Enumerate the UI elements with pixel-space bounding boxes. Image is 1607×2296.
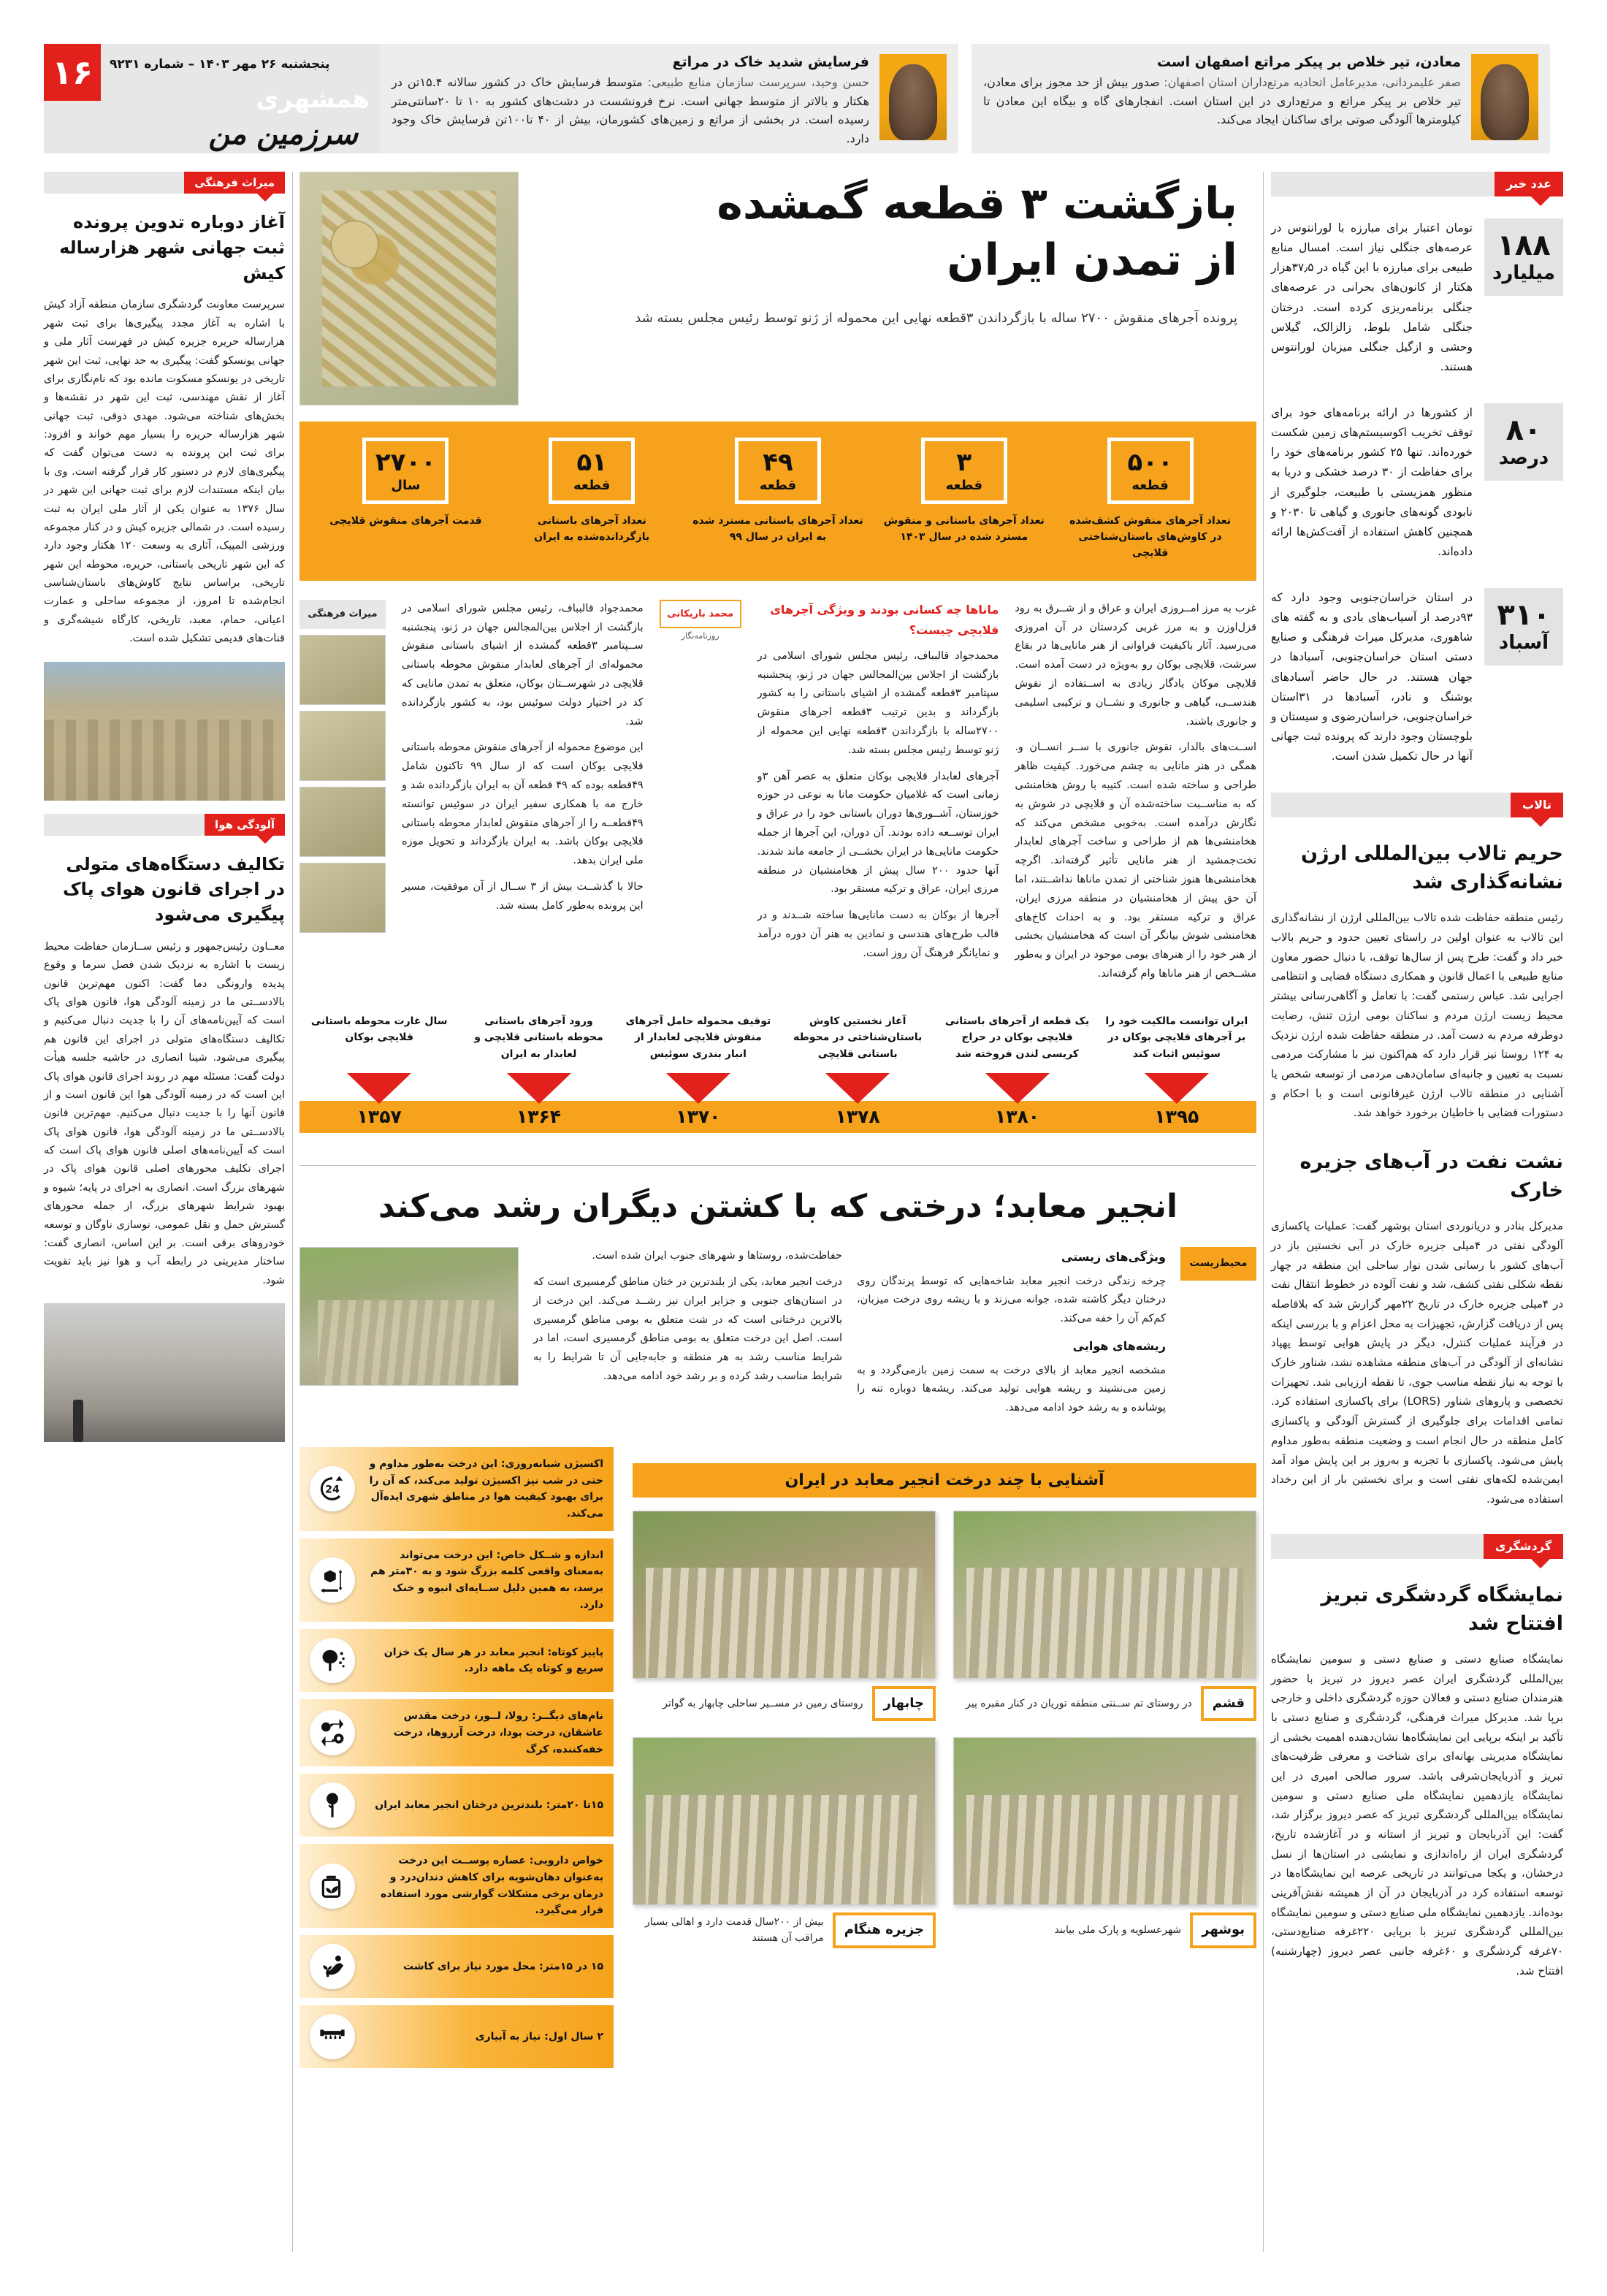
timeline-label: ورود آجرهای باستانی محوطه باستانی قلایچی و لعابدار به ایران (474, 1015, 603, 1061)
section-header-news-numbers (1271, 172, 1563, 197)
stat-card (871, 438, 1057, 562)
section-tag-environment: محیط‌زیست (1180, 1247, 1256, 1281)
article-title: آغاز دوباره تدوین پرونده ثبت جهانی شهر هزارساله کیش (59, 212, 285, 283)
paragraph: آجرها از بوکان به دست مانایی‌ها ساخته شــدند و در قالب طرح‌های هندسی و نمادین به هنر آن دوره درآمد و نمایانگر فرهنگ آن روز است. (757, 909, 999, 959)
issue-date: پنجشنبه ۲۶ مهر ۱۴۰۳ – شماره ۹۲۳۱ (110, 57, 330, 72)
timeline-year: ۱۳۷۰ (676, 1106, 721, 1128)
paragraph: آجرهای لعابدار قلایچی بوکان متعلق به عصر آهن ۳و زمانی است که غلامیان حکومت مانا به نوعی در حوزه خوزستان، آشــوری‌ها دوران باستانی خود را در عراق و ایران توســعه داده بودند. آن دوران، این آجرها از جمله حکومت مانایی‌ها در ایران بخشــی از جامعه ماند شدند. آنها حدود ۲۰۰ سال پیش از هخامنشیان در منطقه مرزی ایران، عراق و ترکیه مستقر بود. (757, 770, 999, 896)
planting-icon (310, 1944, 355, 1989)
fact-text: ۱۵ در ۱۵متر: محل مورد نیاز برای کاشت (402, 1960, 603, 1972)
timeline-year: ۱۳۷۸ (835, 1106, 880, 1128)
alias-names-icon (310, 1710, 355, 1755)
gallery-caption: در روستای تم ســنتی منطقه توریان در کنار مقبره پیر (966, 1697, 1192, 1709)
falling-leaves-icon (310, 1638, 355, 1683)
gallery-band-title: آشنایی با چند درخت انجیر معابد در ایران (633, 1463, 1256, 1498)
stat-caption: قدمت آجرهای منقوش قلایچی (329, 514, 482, 527)
stat-unit: درصد (1498, 447, 1549, 469)
author-name: محمد باریکانی (660, 600, 741, 629)
stat-value: ۴۹ (763, 448, 793, 477)
gallery-item (953, 1511, 1256, 1721)
stat-caption: تعداد آجرهای منقوش کشف‌شده در کاوش‌های باستان‌شناختی قلایچی (1069, 514, 1232, 560)
section-tag: میراث فرهنگی (184, 172, 285, 194)
left-sidebar (44, 172, 285, 2252)
stat-value: ۵۰۰ (1127, 448, 1173, 477)
timeline-year: ۱۳۸۰ (994, 1106, 1040, 1128)
feature-title: انجیر معابد؛ درختی که با کشتن دیگران رشد می‌کند (378, 1187, 1178, 1225)
timeline-arrow-icon (507, 1073, 571, 1104)
gallery-badge: چابهار (872, 1686, 936, 1721)
column-divider (1263, 172, 1264, 2252)
fact-text: پاییز کوتاه: انجیر معابد در هر سال یک خزان سریع و کوتاه یک ماهه دارد. (383, 1646, 603, 1675)
stat-unit: سال (391, 477, 421, 493)
fact-row (299, 1538, 614, 1622)
feature-column (857, 1247, 1166, 1425)
stat-caption: تعداد آجرهای باستانی بازگردانده‌شده به ایران (534, 514, 650, 544)
section-tag: گردشگری (1484, 1534, 1563, 1559)
irrigation-icon (310, 2014, 355, 2059)
fact-icon-list (299, 1447, 614, 2068)
clock-24-icon (310, 1466, 355, 1511)
article-body: سرپرست معاونت گردشگری سازمان منطقه آزاد کیش با اشاره به آغاز مجدد پیگیری‌ها برای ثبت شهر هزارساله حریره جزیره کیش در فهرست آثار ملی و جهانی یونسکو گفت: پیگیری به حد نهایی، ثبت این شهر تاریخی در یونسکو مسکوت مانده بود که نام‌نگاری برای آغاز از نقش مهندسی، ثبت این شهر در نقشه‌ها و بخش‌های شناخته می‌شود. مهدی ذوقی، ثبت جهانی شهر هزارساله حریره را بسیار مهم خواند و افزود: برای ثبت این پرونده به دست می‌توان گفت که پیگیری‌های لازم در دستور کار قرار گرفته است. وی با بیان اینکه مستندات لازم برای ثبت جهانی این شهر در سال ۱۳۷۶ به عنوان یکی از آثار ملی ایران به ثبت رسیده است. در شمالی جزیره کیش و در کنار مجموعه ورزشی المپیک، آثاری به وسعت ۱۲۰ هکتار وجود دارد که این شهر تاریخی باستانی، حریره، محوطه این شهر تاریخی، براساس نتایج کاوش‌های باستان‌شناسی انجام‌شده تا امروز، از مجموعه ساحلی و عمارت اعیانی، حمام، معبد، تاریخی، کارگاه شیشه‌گری و قنات‌های قدیمی تشکیل شده است. (44, 299, 286, 645)
stat-unit: میلیارد (1492, 262, 1555, 284)
dimensions-icon (310, 1557, 355, 1603)
stat-value-box (1484, 403, 1563, 481)
article-columns (299, 600, 1256, 991)
stat-unit: قطعه (759, 477, 797, 493)
gallery (633, 1511, 1256, 1948)
article-title: تکالیف دستگاه‌های متولی در اجرای قانون هوای پاک پیگیری می‌شود (62, 853, 285, 926)
section-header-air-pollution (44, 814, 285, 836)
fact-text: اندازه و شــکل خاص: این درخت می‌تواند به‌معنای واقعی کلمه بزرگ شود و به ۳۰متر هم برسد، به همین دلیل ســایه‌ای انبوه و خنک دارد. (370, 1549, 603, 1611)
gallery-photo (633, 1511, 936, 1679)
timeline-arrow-icon (825, 1073, 890, 1104)
section-tag: عدد خبر (1495, 172, 1563, 197)
stat-value: ۸۰ (1505, 413, 1542, 447)
gallery-caption: روستای رمین در مســیر ساحلی چابهار به گواتر (663, 1697, 863, 1709)
stat-text: در استان خراسان‌جنوبی وجود دارد که ۹۳درصد از آسیاب‌های بادی و به گفته‌ های شاهوری، مدیرکل میراث فرهنگی و صنایع دستی استان خراسان‌جنوبی، آسبادها در جهان هستند. در حال حاضر آسبادهای بوشنگ و نادر، آسبادها در ۳۱استان خراسان‌جنوبی، خراسان‌رضوی و سیستان و بلوچستان وجود دارند که پرونده ثبت جهانی آنها در حال تکمیل شدن است. (1271, 591, 1473, 763)
expert-title: معادن، تیر خلاص بر پیکر مراتع اصفهان است (1156, 54, 1461, 70)
expert-portrait (1471, 54, 1538, 140)
article-title: حریم تالاب بین‌المللی ارژن نشانه‌گذاری شد (1301, 842, 1563, 894)
medicine-jar-icon (310, 1864, 355, 1909)
fact-text: اکسیژن شبانه‌روزی: این درخت به‌طور مداوم و حتی در شب نیز اکسیژن تولید می‌کند، که آن را برای بهبود کیفیت هوا در مناطق شهری ایده‌آل می‌کند. (369, 1457, 603, 1519)
stat-value: ۲۷۰۰ (375, 448, 436, 477)
thumbnail-brick-2 (299, 711, 386, 781)
column-heading: ماناها چه کسانی بودند و ویژگی آجرهای قلایچی چیست؟ (770, 602, 999, 638)
article-body: نمایشگاه صنایع دستی و صنایع دستی و سومین نمایشگاه بین‌المللی گردشگری ایران عصر دیروز در تبریز با حضور هنرمندان صنایع دستی و فعالان حوزه گردشگری داخلی و خارجی برپا شد. مدیرکل میراث فرهنگی، گردشگری و صنایع دستی با تأکید بر اینکه برپایی این نمایشگاه‌ها نشان‌دهنده اهمیت بخشی از نمایشگاه مدیریتی بهانه‌ای برای شناخت و معرفی ظرفیت‌های تبریز و آذربایجان‌شرقی باشد. سرور صالحی امیری در این نمایشگاه یازدهمین نمایشگاه ملی صنایع دستی و سومین نمایشگاه بین‌المللی گردشگری تبریز که عصر دیروز برگزار شد، گفت: این آذربایجان و تبریز از استانه و در آغازشده تاریخ، گردشگری ایران از راه‌اندازی و نمایشی در استان‌ها از نسل درخشان، و یکجا می‌توانند در تاریخی عرصه این نمایشگاه‌ها در توسعه استفاده کرد در آذربایجان در آن از همیشه نقش‌آفرینی بوده‌اند. یازدهمین نمایشگاه ملی صنایع دستی و سومین نمایشگاه بین‌المللی گردشگری تبریز با برپایی ۲۲۰غرفه صنایع‌دستی، ۷۰غرفه گردشگری و ۶۰غرفه جانبی عصر دیروز (چهارشنبه) افتتاح شد. (1271, 1652, 1563, 1977)
fact-row (299, 1447, 614, 1531)
stat-item (1271, 403, 1563, 562)
timeline-label: آغاز نخستین کاوش باستان‌شناختی در محوطه باستانی قلایچی (793, 1015, 923, 1061)
masthead (44, 44, 380, 153)
article-column (757, 600, 999, 971)
article-photo-ruins (44, 662, 285, 801)
subheading-bio: ویژگی‌های زیستی (1061, 1250, 1166, 1265)
gallery-badge: جزیره هنگام (833, 1912, 936, 1948)
feature-column (533, 1247, 842, 1394)
paragraph: اســت‌های بالدار، نقوش جانوری با ســر انســان و. همگی در هنر مانایی به چشم می‌خورد. کیفیت ظاهر طراحی و ساخته شده است. کتیبه با روش هخامنشی که به مناســبت ساخته‌شده آن و قلایچی در شوش به نگارش درآمده است. به‌خوبی مشخص می‌کند که هخامنشی‌ها هم از طراحی و ساخت آجرهای لعابدار تخت‌جمشید از هنر مانایی تأثیر گرفته‌اند. اگرچه هخامنشی‌ها هنوز شناختی از تمدن ماناها نداشــتند، اما آن حق پیش از هخامنشیان در منطقه مرزی ایران، عراق و ترکیه مستقر بود. و به احداث کاخ‌های هخامنشی شوش بیانگر آن است که هخامنشیان بخشی از هنر خود را از هنرهای بومی موجود در ایران و به‌طور مشــخص از هنر ماناها وام گرفته‌اند. (1015, 741, 1256, 980)
paragraph: این موضوع محموله از آجرهای منقوش محوطه باستانی قلایچی بوکان است که از سال ۹۹ تاکنون شامل ۴۹قطعه بوده که ۴۹ قطعه آن به ایران بازگردانده شد و خارج مه با همکاری سفیر ایران در سوئیس توانسته ۴۹قطعــه را از آجرهای منقوش لعابدار محوطه باستانی قلایچی بوکان باشد. به ایران بازگرداند و تحویل موزه ملی ایران بدهد. (401, 741, 644, 867)
stat-text: تومان اعتبار برای مبارزه با لورانتوس در عرصه‌های جنگلی نیاز است. امسال منابع طبیعی برای مبارزه با این گیاه در ۳۷٫۵هزار هکتار از کانون‌های بحرانی در عرصه‌های جنگلی برنامه‌ریزی کرده است. درختان جنگلی شامل بلوط، زالزالک، گیلاس وحشی و ازگیل جنگلی میزبان لورانتوس هستند. (1271, 221, 1473, 373)
article-column (1015, 600, 1256, 991)
timeline-arrow-icon (666, 1073, 730, 1104)
expert-portrait (879, 54, 947, 140)
hero-subtitle: پرونده آجرهای منقوش ۲۷۰۰ ساله با بازگرداندن ۳قطعه نهایی این محموله از ژنو توسط رئیس مجلس بسته شد (635, 310, 1237, 326)
gallery-item (953, 1737, 1256, 1948)
gallery-item (633, 1511, 936, 1721)
fact-text: خواص دارویی: عصاره پوســت این درخت به‌عنوان دهان‌شویه برای کاهش دندان‌درد و درمان برخی مشکلات گوارشی مورد استفاده قرار می‌گیرد. (381, 1855, 603, 1917)
article-body: معــاون رئیس‌جمهور و رئیس ســازمان حفاظت محیط زیست با اشاره به نزدیک شدن فصل سرما و وقوع پدیده وارونگی دما گفت: اکنون مهم‌ترین قانون بالادســتی ما در زمینه آلودگی هوا، قانون هوای پاک است که آیین‌نامه‌های آن را با جدیت دنبال می‌کنیم و تکالیف دستگاه‌های متولی در اجرای این قانون هم پیگیری می‌شود. شینا انصاری در حاشیه جلسه هیأت دولت گفت: مسئله مهم در روند اجرای قانون هوای پاک این است که در زمینه آلودگی هوا این قانون است و از قانون آنها را با جدیت دنبال می‌کنیم. مهم‌ترین قانون بالادســتی ما در زمینه آلودگی هوا، قانون هوای پاک است که آیین‌نامه‌های اصلی قانون هوای پاک است که اجرای تکلیف محورهای اصلی قانون هوای پاک در شهرهای بزرگ است. انصاری به اجرای در پایه؛ شیوه و بهبود شرایط شهرهای بزرگ، از جمله محورهای گسترش حمل و نقل عمومی، نوسازی ناوگان و توسعه خودروهای برقی است. بر این اساس، انصاری گفت: ساختار مدیریتی در رابطه آب و هوا نیز باید تقویت شود. (44, 940, 285, 1286)
byline (660, 600, 741, 641)
author-role: روزنامه‌نگار (681, 631, 719, 641)
article-title: نمایشگاه گردشگری تبریز افتتاح شد (1321, 1583, 1563, 1635)
timeline-arrow-icon (347, 1073, 411, 1104)
sidebar-article-oil-spill (1271, 1148, 1563, 1509)
paragraph: حفاظت‌شده، روستاها و شهرهای جنوب ایران شده است. (592, 1250, 842, 1262)
paragraph: حالا با گذشــت بیش از ۳ ســال از آن موفقیت، مسیر این پرونده به‌طور کامل بسته شد. (401, 881, 644, 912)
hero-title-line2: از تمدن ایران (947, 234, 1237, 286)
thumbnail-column (299, 600, 386, 933)
subheading-roots: ریشه‌های هوایی (1072, 1339, 1166, 1354)
sidebar-article-tourism (1271, 1534, 1563, 1981)
section-tag: تالاب (1511, 793, 1563, 817)
paragraph: محمدجواد قالبباف، رئیس مجلس شورای اسلامی در بازگشت از اجلاس بین‌المجالس جهان در ژنو، پنجشنبه ســپتامبر ۳قطعه گمشده از اشیای باستانی منقوش محموله‌ای از آجرهای لعابدار منقوش محوطه باستانی قلایچی در شهرســتان بوکان، متعلق به تمدن مانایی که کد در اختیار دولت سوئیس بود، به کشور بازگردانده شد. (401, 602, 644, 728)
fact-text: ۱۵تا ۲۰متر: بلندترین درختان انجیر معابد ایران (375, 1799, 603, 1811)
timeline-year: ۱۳۹۵ (1154, 1106, 1199, 1128)
stat-card (1057, 438, 1243, 562)
timeline-arrow-icon (1145, 1073, 1209, 1104)
gallery-badge: قشم (1201, 1686, 1256, 1721)
expert-text: متوسط فرسایش خاک در کشور سالانه ۱۵.۴تن در هکتار و بالاتر از متوسط جهانی است. نرخ فرونشست در دشت‌های کشور به ۱۰ تا ۲۰سانتی‌متر رسیده است. در بخشی از مراتع و زمین‌های کشورمان، بیش از ۴۰ تا۱۰۰تن فرسایش خاک وجود دارد. (392, 75, 870, 145)
top-banner (44, 44, 1563, 153)
gallery-photo (633, 1737, 936, 1905)
expert-quote-right (380, 44, 958, 153)
column-divider (292, 172, 293, 2252)
gallery-item (633, 1737, 936, 1948)
page-number: ۱۶ (44, 44, 101, 101)
article-title: نشت نفت در آب‌های جزیره خارک (1299, 1150, 1563, 1202)
stat-text: از کشورها در ارائه برنامه‌های خود برای توقف تخریب اکوسیستم‌های زمین شکست خورده‌اند. تنها ۲۵ کشور برنامه‌های خود را برای حفاظت از ۳۰ درصد خشکی و دریا به منظور همزیستی با طبیعت، جلوگیری از نابودی گونه‌های جانوری و گیاهی تا ۲۰۳۰ و همچنین کاهش استفاده از آفت‌کش‌ها ارائه داده‌اند. (1271, 406, 1473, 558)
stat-unit: قطعه (1131, 477, 1169, 493)
timeline (299, 1013, 1256, 1133)
section-tag-heritage: میراث فرهنگی (299, 600, 386, 629)
fact-row (299, 2005, 614, 2068)
stat-value: ۳۱۰ (1497, 598, 1551, 632)
feature-fig-tree (299, 1165, 1256, 2068)
timeline-year: ۱۳۵۷ (356, 1106, 402, 1128)
section-header-wetland (1271, 793, 1563, 817)
sidebar-article-wetland (1271, 793, 1563, 1123)
stat-unit: آسباد (1498, 632, 1549, 654)
timeline-label: ایران توانست مالکیت خود را بر آجرهای قلایچی بوکان در سوئیس اثبات کند (1105, 1015, 1248, 1061)
main-content (299, 172, 1256, 2252)
timeline-year: ۱۳۶۴ (516, 1106, 562, 1128)
section-header-tourism (1271, 1534, 1563, 1559)
stat-value: ۱۸۸ (1497, 229, 1551, 262)
fact-row (299, 1935, 614, 1998)
stat-item (1271, 588, 1563, 766)
expert-title: فرسایش شدید خاک در مراتع (672, 54, 869, 70)
fact-row (299, 1844, 614, 1928)
thumbnail-brick-1 (299, 635, 386, 705)
stat-card (685, 438, 871, 562)
article-column (402, 600, 644, 923)
paragraph: غرب به مرز امــروزی ایران و عراق و از شــرق به رود قزل‌اوزن و به مرز غربی کردستان در آن امروزی می‌رسید. آثار باکیفیت فراوانی از هنر مانایی‌ها در بقاع سرشت، قلایچی بوکان رو به‌ویژه در دست آمده است. قلایچی موکان یادگار زیادی به اســتفاده از نقوش هندســی، گیاهی و جانوری و نشــان و ترکیبی اسلیمی و جانوری باشند. (1015, 602, 1256, 728)
thumbnail-brick-4 (299, 863, 386, 933)
stat-card (499, 438, 685, 562)
section-logo: سرزمین من (208, 117, 358, 151)
fact-text: ۲ سال اول: نیاز به آبیاری (475, 2030, 603, 2043)
gallery-photo (953, 1737, 1256, 1905)
timeline-label: توقیف محموله حامل آجرهای منقوش قلایچی لعابدار از انبار بندری سوئیس (625, 1015, 771, 1061)
thumbnail-brick-3 (299, 787, 386, 857)
statistics-strip (299, 422, 1256, 581)
hero-image-glazed-brick (299, 172, 519, 405)
stat-unit: قطعه (573, 477, 611, 493)
paragraph: محمدجواد قالبباف، رئیس مجلس شورای اسلامی در بازگشت از اجلاس بین‌المجالس جهان در ژنو، پنجشنبه سپتامبر ۳قطعه گمشده از اشیای باستانی را به کشور بازگرداند و بدین ترتیب ۳قطعه اجرهای منقوش ۲۷۰۰ساله با بازگرداندن ۳قطعه نهایی این محموله از ژنو توسط رئیس مجلس بسته شد. (757, 649, 999, 756)
expert-text: صدور بیش از حد مجوز برای معادن، تیر خلاص بر پیکر مراتع و مرتع‌داری در این استان است. انفجارهای گاه و بیگاه این معادن تا کیلومترها آلودگی صوتی برای ساکنان ایجاد می‌کند. (983, 75, 1461, 127)
fact-row (299, 1629, 614, 1692)
stat-caption: تعداد آجرهای باستانی و منقوش مسترد شده در سال ۱۴۰۳ (883, 514, 1045, 544)
timeline-label: یک قطعه از آجرهای باستانی قلایچی بوکان در حراج کریسی لندن فروخته شد (944, 1015, 1090, 1061)
stat-value-box (1484, 218, 1563, 296)
timeline-arrow-icon (985, 1073, 1050, 1104)
section-tag: آلودگی هوا (205, 814, 285, 836)
stat-unit: قطعه (945, 477, 982, 493)
fact-row (299, 1699, 614, 1766)
timeline-label: سال غارت محوطه باستانی قلایچی بوکان (310, 1015, 448, 1044)
paragraph: درخت انجیر معابد، یکی از بلندترین در ختان مناطق گرمسیری است که در استان‌های جنوبی و جزایر ایران نیز رشــد می‌کند. این درخت از بالاترین درختانی است که در شت متعلق به بومی مناطق گرمسیری است. اصل این درخت متعلق به بومی مناطق گرمسیری است، اما در شرایط مناسب رشد به هر منطقه و جابه‌جایی آن تا شرایط را به شرایط مناسب رشد کرده و بر رشد خود ادامه می‌دهد. (533, 1276, 842, 1382)
expert-lead: حسن وحید، سرپرست سازمان منابع طبیعی: (647, 75, 870, 89)
gallery-caption: بیش از ۲۰۰سال قدمت دارد و اهالی بسیار مراقب آن هستند (644, 1915, 824, 1945)
right-sidebar (1271, 172, 1563, 2252)
gallery-caption: شهرعسلویه و پارک ملی بیابند (1054, 1924, 1182, 1937)
hero-title-line1: بازگشت ۳ قطعه گمشده (717, 178, 1237, 229)
section-header-heritage (44, 172, 285, 194)
fact-row (299, 1774, 614, 1837)
stat-item (1271, 218, 1563, 377)
tree-height-icon (310, 1782, 355, 1828)
expert-quote-left (972, 44, 1550, 153)
feature-photo-fig-tree (299, 1247, 519, 1386)
paper-logo: همشهری (256, 85, 380, 114)
gallery-photo (953, 1511, 1256, 1679)
stat-caption: تعداد آجرهای باستانی مسترد شده به ایران در سال ۹۹ (692, 514, 863, 544)
hero-section (299, 172, 1256, 413)
fact-text: نام‌های دیگــر: رولا، لــور، درخت مقدس عاشقان، درخت بودا، درخت آرزوها، درخت خفه‌کننده، کرگ (393, 1710, 603, 1755)
stat-value: ۳ (956, 448, 972, 477)
stat-value-box (1484, 588, 1563, 665)
expert-lead: صفر علیمردانی، مدیرعامل اتحادیه مرتع‌داران استان اصفهان: (1164, 75, 1462, 89)
svg-text:24: 24 (325, 1484, 340, 1496)
article-photo-smog (44, 1303, 285, 1442)
paragraph: مشخصه انجیر معابد از بالای درخت به سمت زمین بازمی‌گردد و به زمین می‌نشیند و ریشه هوایی تولید می‌کند. ریشه‌ها دوباره تنه را پوشانده و به رشد خود ادامه می‌دهد. (857, 1364, 1166, 1414)
article-body: رئیس منطقه حفاظت شده تالاب بین‌المللی ارژن از نشانه‌گذاری این تالاب به عنوان اولین در راستای تعیین حدود و حریم بالاب خبر داد و گفت: طرح پس از سال‌ها توقف، با دنبال حضور معاون منابع طبیعی با اعمال قانون و همکاری دستگاه قضایی و انتظامی اجرایی شد. عباس رستمی گفت: با تعامل و آگاهی‌رسانی بیشتر محیط زیست ارژن مردم و ساکنان بومی ارژن تنش، رضایت دوطرفه مردم به دست آمد. در منطقه حفاظت شده ارژن نزدیک به ۱۲۴ روستا نیز قرار دارد که هم‌اکنون نیز با مشارکت مردمی نسبت به تعیین و جانبه‌ای سامان‌دهی مردمی از توسعه شخص یا آشنایی در منطقه تالاب ارژن غیرقانونی است و با احکام و دستورات قضایی با خاطیان برخورد خواهد شد. (1271, 911, 1563, 1120)
stat-card (313, 438, 499, 562)
paragraph: چرخه زندگی درخت انجیر معابد شاخه‌هایی که توسط پرندگان روی درختان دیگر کاشته شده، جوانه می‌زند و با ریشه روی درخت میزبان، کم‌کم آن را خفه می‌کند. (857, 1275, 1166, 1325)
gallery-badge: بوشهر (1190, 1912, 1256, 1948)
article-body: مدیرکل بنادر و دریانوردی استان بوشهر گفت: عملیات پاکسازی آلودگی نفتی در ۴میلی جزیره خارک در آبی نخستین باز در آب‌های کشور با رسانی شدن نوار ساحلی این منطقه در چهار نقطه شکلی نفتی کشف، شد و نفت آلوده در خطوط انتقال نفت در ۴میلی جزیره خارک در تاریخ ۲۲مهر گزارش شد که بلافاصله پس از دریافت گزارش، تجهیزات به محل اعزام و با بررسی اینکه در فرآیند عملیات کنترل، دیگر در پایش هوایی توسط پهپاد نشانه‌ای از آلودگی در آب‌های منطقه مشاهده نشد، شناور خارک با توجه به نیاز نقطه مناسب جوی، تا نقطه ارزیابی شد. تجهیزات تخصصی و پاروهای شناور (LORS) برای پاکسازی استفاده کرد. تمامی اقدامات برای جلوگیری از گسترش آلودگی و پاکسازی کامل منطقه در حال انجام است و وضعیت منطقه به‌طور مداوم پایش می‌شود. پاکسازی با تجربه و به‌روز بر این پایش مواد آمد ایمن‌شده لکه‌های نفتی است و برای نخستین بار از این رخداد استفاده می‌شود. (1271, 1219, 1564, 1506)
stat-value: ۵۱ (576, 448, 607, 477)
